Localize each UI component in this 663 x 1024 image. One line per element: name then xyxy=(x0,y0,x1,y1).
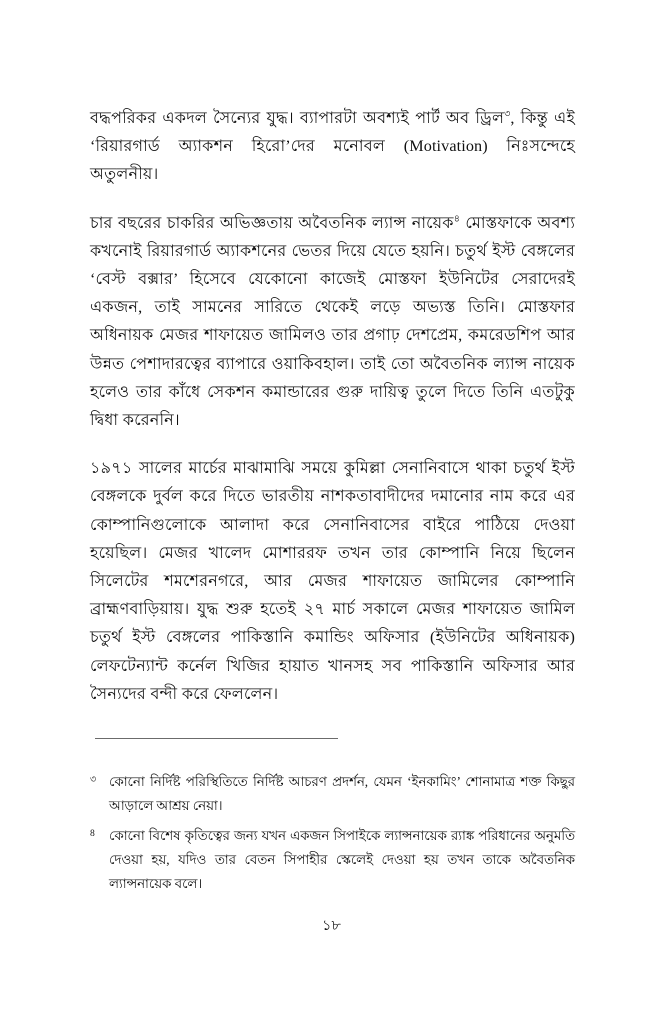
footnote-separator-rule xyxy=(95,738,338,739)
footnote-text-2: কোনো বিশেষ কৃতিত্বের জন্য যখন একজন সিপাইকে ল্যান্সনায়েক র‍্যাঙ্ক পরিধানের অনুমতি দেওয়া হয়, যদিও তার বেতন সিপাহীর স্কেলেই দেওয়া হয় তখন তাকে অবৈতনিক ল্যান্সনায়েক বলে। xyxy=(109,828,575,891)
page-number: ১৮ xyxy=(322,918,341,934)
footnote-reference-4: ৪ xyxy=(453,214,460,225)
paragraph-1-text-after-ref: , কিন্তু এই ‘রিয়ারগার্ড অ্যাকশন হিরো’দের মনোবল (Motivation) নিঃসন্দেহে অতুলনীয়। xyxy=(90,109,575,184)
footnote-reference-3: ৩ xyxy=(504,109,511,120)
footnote-item-1 xyxy=(90,770,575,818)
paragraph-3-text: ১৯৭১ সালের মার্চের মাঝামাঝি সময়ে কুমিল্লা সেনানিবাসে থাকা চতুর্থ ইস্ট বেঙ্গলকে দুর্বল করে দিতে ভারতীয় নাশকতাবাদীদের দমানোর নাম করে এর কোম্পানিগুলোকে আলাদা করে সেনানিবাসের বাইরে পাঠিয়ে দেওয়া হয়েছিল। মেজর খালেদ মোশাররফ তখন তার কোম্পানি নিয়ে ছিলেন সিলেটের শমশেরনগরে, আর মেজর শাফায়েত জামিলের কোম্পানি ব্রাহ্মণবাড়িয়ায়। যুদ্ধ শুরু হতেই ২৭ মার্চ সকালে মেজর শাফায়েত জামিল চতুর্থ ইস্ট বেঙ্গলের পাকিস্তানি কমান্ডিং অফিসার (ইউনিটের অধিনায়ক) লেফটেন্যান্ট কর্নেল খিজির হায়াত খানসহ সব পাকিস্তানি অফিসার আর সৈন্যদের বন্দী করে ফেললেন। xyxy=(90,459,575,703)
paragraph-3 xyxy=(90,454,575,708)
footnote-marker-4: 8 xyxy=(90,828,95,839)
footnote-item-2 xyxy=(90,824,575,896)
paragraph-2-text-after-ref: মোস্তফাকে অবশ্য কখনোই রিয়ারগার্ড অ্যাকশনের ভেতর দিয়ে যেতে হয়নি। চতুর্থ ইস্ট বেঙ্গলের ‘বেস্ট বক্সার’ হিসেবে যেকোনো কাজেই মোস্তফা ইউনিটের সেরাদেরই একজন, তাই সামনের সারিতে থেকেই লড়ে অভ্যস্ত তিনি। মোস্তফার অধিনায়ক মেজর শাফায়েত জামিলও তার প্রগাঢ় দেশপ্রেম, কমরেডশিপ আর উন্নত পেশাদারত্বের ব্যাপারে ওয়াকিবহাল। তাই তো অবৈতনিক ল্যান্স নায়েক হলেও তার কাঁধে সেকশন কমান্ডারের গুরু দায়িত্ব তুলে দিতে তিনি এতটুকু দ্বিধা করেননি। xyxy=(90,213,575,430)
footnote-marker-3: ৩ xyxy=(90,774,97,785)
footnote-text-1: কোনো নির্দিষ্ট পরিস্থিতিতে নির্দিষ্ট আচরণ প্রদর্শন, যেমন ‘ইনকামিং’ শোনামাত্র শক্ত কিছুর আড়ালে আশ্রয় নেয়া। xyxy=(109,774,575,813)
body-text-column xyxy=(90,104,575,708)
paragraph-1-text-before-ref: বদ্ধপরিকর একদল সৈন্যের যুদ্ধ। ব্যাপারটা অবশ্যই পার্ট অব ড্রিল xyxy=(90,109,505,127)
paragraph-1 xyxy=(90,104,575,189)
paragraph-2 xyxy=(90,209,575,435)
footnotes-section xyxy=(90,770,575,896)
paragraph-2-text-before-ref: চার বছরের চাকরির অভিজ্ঞতায় অবৈতনিক ল্যান্স নায়েক xyxy=(90,213,454,232)
